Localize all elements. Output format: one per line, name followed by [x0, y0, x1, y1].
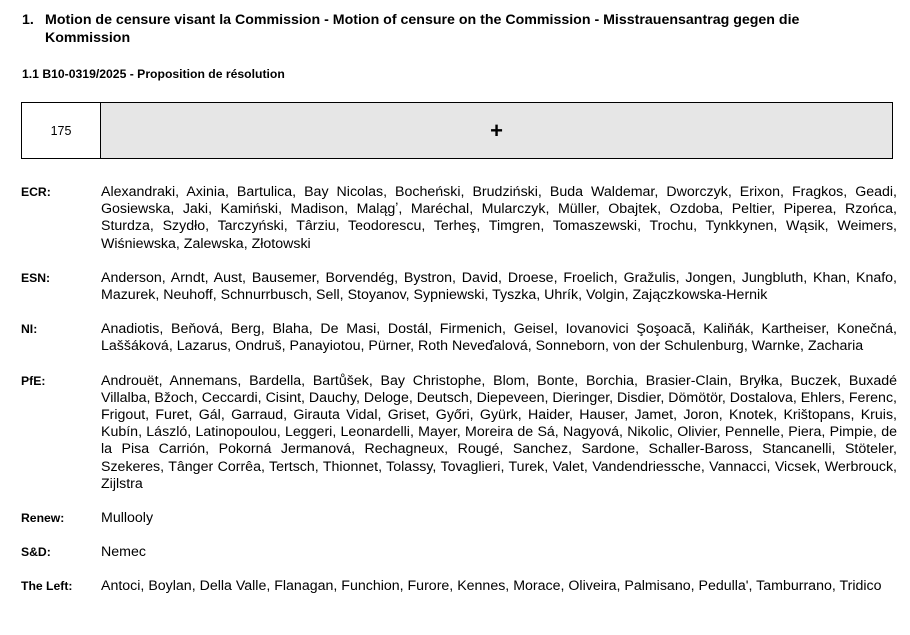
group-members: Anderson, Arndt, Aust, Bausemer, Borvendég, Bystron, David, Droese, Froelich, Gražulis, Jongen, Jungbluth, Khan, Knafo, Mazurek, Neuhoff, Schnurrbusch, Sell, Stoyanov, Sypniewski, Tyszka, Uhrík, Volgin, Zajączkowska-Hernik	[101, 269, 897, 304]
group-label: S&D:	[21, 545, 51, 560]
vote-result-symbol: +	[101, 103, 892, 158]
group-label: NI:	[21, 322, 38, 337]
group-label: Renew:	[21, 511, 65, 526]
political-groups-list	[21, 184, 897, 613]
group-members: Alexandraki, Axinia, Bartulica, Bay Nicolas, Bocheński, Brudziński, Buda Waldemar, Dworczyk, Erixon, Fragkos, Geadi, Gosiewska, Jaki, Kamiński, Madison, Malągʼ, Maréchal, Mularczyk, Müller, Obajtek, Ozdoba, Peltier, Piperea, Rzońca, Sturdza, Szydło, Tarczyński, Târziu, Teodorescu, Terheş, Timgren, Tomaszewski, Trochu, Tynkkynen, Wąsik, Weimers, Wiśniewska, Zalewska, Złotowski	[101, 184, 897, 252]
group-label: PfE:	[21, 373, 46, 388]
section-title: Motion de censure visant la Commission - Motion of censure on the Commission - Misstrauensantrag gegen die Kommission	[45, 12, 800, 46]
section-heading	[22, 11, 882, 47]
group-members: Mullooly	[101, 510, 154, 527]
section-number: 1.	[22, 12, 34, 28]
group-row-esn	[21, 270, 897, 304]
vote-result-box	[21, 102, 893, 159]
group-row-renew	[21, 510, 897, 527]
group-row-ni	[21, 321, 897, 355]
group-label: ESN:	[21, 270, 51, 285]
subsection-heading: 1.1 B10-0319/2025 - Proposition de résolution	[22, 67, 285, 81]
group-label: The Left:	[21, 579, 73, 594]
group-row-sd	[21, 544, 897, 561]
group-row-the-left	[21, 578, 897, 595]
group-row-pfe	[21, 373, 897, 493]
vote-count: 175	[22, 103, 101, 158]
group-row-ecr	[21, 184, 897, 253]
group-members: Androuët, Annemans, Bardella, Bartůšek, Bay Christophe, Blom, Bonte, Borchia, Brasier-Clain, Bryłka, Buczek, Buxadé Villalba, Bžoch, Ceccardi, Cisint, Dauchy, Deloge, Deutsch, Diepeveen, Dieringer, Disdier, Dömötör, Dostalova, Ehlers, Ferenc, Frigout, Furet, Gál, Garraud, Girauta Vidal, Griset, Győri, Gyürk, Haider, Hauser, Jamet, Joron, Knotek, Krištopans, Kruis, Kubín, László, Latinopoulou, Leggeri, Leonardelli, Mayer, Moreira de Sá, Nagyová, Nikolic, Olivier, Pennelle, Piera, Pimpie, de la Pisa Carrión, Pokorná Jermanová, Rechagneux, Rougé, Sanchez, Sardone, Schaller-Baross, Stancanelli, Stöteler, Szekeres, Tânger Corrêa, Tertsch, Thionnet, Tolassy, Tovaglieri, Turek, Valet, Vandendriessche, Vannacci, Vicsek, Werbrouck, Zijlstra	[101, 372, 897, 492]
group-members: Antoci, Boylan, Della Valle, Flanagan, Funchion, Furore, Kennes, Morace, Oliveira, Palmisano, Pedulla', Tamburrano, Tridico	[101, 578, 882, 595]
group-members: Anadiotis, Beňová, Berg, Blaha, De Masi, Dostál, Firmenich, Geisel, Iovanovici Şoşoacă, Kaliňák, Kartheiser, Konečná, Laššáková, Lazarus, Ondruš, Panayiotou, Pürner, Roth Neveďalová, Sonneborn, von der Schulenburg, Warnke, Zacharia	[101, 321, 897, 355]
group-label: ECR:	[21, 185, 51, 199]
group-members: Nemec	[101, 544, 146, 561]
